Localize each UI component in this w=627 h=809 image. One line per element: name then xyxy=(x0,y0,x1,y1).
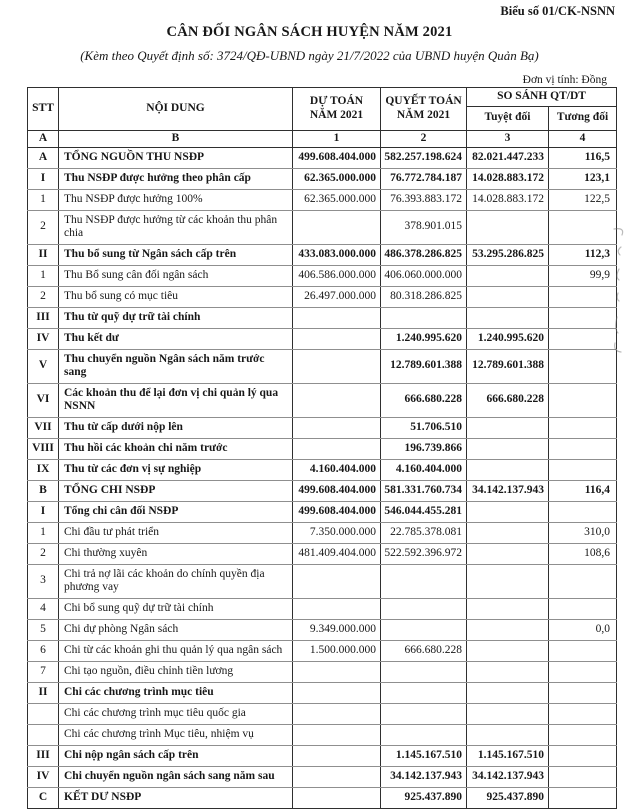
row-quyet-toan: 76.393.883.172 xyxy=(381,189,467,210)
row-label: Chi từ các khoản ghi thu quản lý qua ngân sách xyxy=(59,640,293,661)
row-label: Thu bổ sung có mục tiêu xyxy=(59,286,293,307)
col-header-tuong-doi: Tương đối xyxy=(549,106,617,130)
row-tuyet-doi xyxy=(467,307,549,328)
row-tuyet-doi xyxy=(467,286,549,307)
row-du-toan: 499.608.404.000 xyxy=(293,480,381,501)
row-stt: 4 xyxy=(28,598,59,619)
row-quyet-toan xyxy=(381,661,467,682)
row-label: TỔNG CHI NSĐP xyxy=(59,480,293,501)
row-stt: IV xyxy=(28,766,59,787)
row-stt: II xyxy=(28,244,59,265)
row-du-toan: 62.365.000.000 xyxy=(293,189,381,210)
row-label: Các khoản thu để lại đơn vị chi quản lý qua NSNN xyxy=(59,383,293,417)
row-tuong-doi xyxy=(549,724,617,745)
row-quyet-toan: 1.145.167.510 xyxy=(381,745,467,766)
table-row xyxy=(28,640,617,661)
row-tuyet-doi xyxy=(467,724,549,745)
col-header-noi-dung: NỘI DUNG xyxy=(59,88,293,131)
row-tuong-doi: 108,6 xyxy=(549,543,617,564)
row-tuong-doi: 123,1 xyxy=(549,168,617,189)
row-du-toan xyxy=(293,661,381,682)
column-key-3: 3 xyxy=(467,130,549,147)
row-label: Chi các chương trình mục tiêu xyxy=(59,682,293,703)
row-quyet-toan: 51.706.510 xyxy=(381,417,467,438)
row-tuyet-doi xyxy=(467,598,549,619)
row-tuyet-doi: 82.021.447.233 xyxy=(467,147,549,168)
row-quyet-toan: 666.680.228 xyxy=(381,383,467,417)
row-du-toan: 499.608.404.000 xyxy=(293,147,381,168)
table-row xyxy=(28,598,617,619)
row-quyet-toan: 581.331.760.734 xyxy=(381,480,467,501)
row-label: Thu NSĐP được hưởng từ các khoản thu phân chia xyxy=(59,210,293,244)
row-tuong-doi xyxy=(549,564,617,598)
row-quyet-toan: 22.785.378.081 xyxy=(381,522,467,543)
row-tuong-doi xyxy=(549,417,617,438)
row-stt: IX xyxy=(28,459,59,480)
row-du-toan: 433.083.000.000 xyxy=(293,244,381,265)
table-row xyxy=(28,682,617,703)
row-du-toan xyxy=(293,682,381,703)
row-du-toan xyxy=(293,745,381,766)
row-tuong-doi: 116,4 xyxy=(549,480,617,501)
row-tuong-doi xyxy=(549,640,617,661)
row-stt: I xyxy=(28,168,59,189)
col-header-du-toan: DỰ TOÁN NĂM 2021 xyxy=(293,88,381,131)
row-tuyet-doi xyxy=(467,522,549,543)
row-stt: B xyxy=(28,480,59,501)
col-header-tuyet-doi: Tuyệt đối xyxy=(467,106,549,130)
row-du-toan xyxy=(293,417,381,438)
col-header-quyet-toan: QUYẾT TOÁN NĂM 2021 xyxy=(381,88,467,131)
row-label: Chi các chương trình mục tiêu quốc gia xyxy=(59,703,293,724)
table-row xyxy=(28,189,617,210)
row-tuong-doi xyxy=(549,598,617,619)
row-quyet-toan: 1.240.995.620 xyxy=(381,328,467,349)
row-stt: 2 xyxy=(28,286,59,307)
row-tuyet-doi: 1.240.995.620 xyxy=(467,328,549,349)
row-label: Chi bổ sung quỹ dự trữ tài chính xyxy=(59,598,293,619)
table-row xyxy=(28,766,617,787)
row-du-toan xyxy=(293,349,381,383)
row-label: KẾT DƯ NSĐP xyxy=(59,787,293,808)
row-du-toan: 481.409.404.000 xyxy=(293,543,381,564)
row-tuyet-doi xyxy=(467,682,549,703)
table-row xyxy=(28,501,617,522)
row-stt: 2 xyxy=(28,210,59,244)
table-row xyxy=(28,661,617,682)
column-key-row xyxy=(28,130,617,147)
row-stt: 2 xyxy=(28,543,59,564)
table-row xyxy=(28,307,617,328)
table-row xyxy=(28,383,617,417)
row-tuong-doi: 116,5 xyxy=(549,147,617,168)
table-row xyxy=(28,703,617,724)
row-stt: III xyxy=(28,307,59,328)
row-du-toan: 62.365.000.000 xyxy=(293,168,381,189)
row-stt: III xyxy=(28,745,59,766)
row-du-toan xyxy=(293,598,381,619)
row-tuong-doi: 112,3 xyxy=(549,244,617,265)
row-tuyet-doi xyxy=(467,459,549,480)
row-quyet-toan: 522.592.396.972 xyxy=(381,543,467,564)
row-label: Thu NSĐP được hưởng theo phân cấp xyxy=(59,168,293,189)
row-quyet-toan: 12.789.601.388 xyxy=(381,349,467,383)
column-key-a: A xyxy=(28,130,59,147)
row-du-toan: 499.608.404.000 xyxy=(293,501,381,522)
row-stt: 1 xyxy=(28,522,59,543)
row-tuyet-doi xyxy=(467,417,549,438)
row-du-toan: 7.350.000.000 xyxy=(293,522,381,543)
row-quyet-toan: 546.044.455.281 xyxy=(381,501,467,522)
row-du-toan xyxy=(293,383,381,417)
row-label: Tổng chi cân đối NSĐP xyxy=(59,501,293,522)
row-label: Thu kết dư xyxy=(59,328,293,349)
row-label: Thu chuyển nguồn Ngân sách năm trước sang xyxy=(59,349,293,383)
form-number: Biểu số 01/CK-NSNN xyxy=(500,4,615,18)
row-quyet-toan xyxy=(381,307,467,328)
row-du-toan: 406.586.000.000 xyxy=(293,265,381,286)
row-tuyet-doi: 14.028.883.172 xyxy=(467,189,549,210)
table-row xyxy=(28,459,617,480)
row-du-toan xyxy=(293,438,381,459)
table-row xyxy=(28,244,617,265)
row-stt: 5 xyxy=(28,619,59,640)
table-row xyxy=(28,286,617,307)
row-tuong-doi xyxy=(549,286,617,307)
table-row xyxy=(28,522,617,543)
col-header-stt: STT xyxy=(28,88,59,131)
row-tuong-doi: 122,5 xyxy=(549,189,617,210)
row-quyet-toan xyxy=(381,619,467,640)
column-key-4: 4 xyxy=(549,130,617,147)
row-du-toan: 4.160.404.000 xyxy=(293,459,381,480)
row-label: Thu từ quỹ dự trữ tài chính xyxy=(59,307,293,328)
row-stt: VII xyxy=(28,417,59,438)
row-label: Thu Bổ sung cân đối ngân sách xyxy=(59,265,293,286)
row-du-toan xyxy=(293,787,381,808)
row-tuong-doi: 99,9 xyxy=(549,265,617,286)
budget-table xyxy=(27,87,617,809)
row-label: Chi dự phòng Ngân sách xyxy=(59,619,293,640)
table-row xyxy=(28,724,617,745)
row-quyet-toan xyxy=(381,564,467,598)
table-row xyxy=(28,745,617,766)
row-quyet-toan xyxy=(381,682,467,703)
unit-note: Đơn vị tính: Đồng xyxy=(522,74,607,86)
row-label: Chi chuyển nguồn ngân sách sang năm sau xyxy=(59,766,293,787)
row-stt: I xyxy=(28,501,59,522)
row-quyet-toan: 406.060.000.000 xyxy=(381,265,467,286)
row-tuong-doi: 310,0 xyxy=(549,522,617,543)
row-tuong-doi xyxy=(549,349,617,383)
row-label: Thu hồi các khoản chi năm trước xyxy=(59,438,293,459)
row-stt: VI xyxy=(28,383,59,417)
row-tuyet-doi: 53.295.286.825 xyxy=(467,244,549,265)
table-head xyxy=(28,88,617,148)
row-tuong-doi xyxy=(549,438,617,459)
row-quyet-toan: 80.318.286.825 xyxy=(381,286,467,307)
row-du-toan: 1.500.000.000 xyxy=(293,640,381,661)
table-row xyxy=(28,210,617,244)
table-row xyxy=(28,543,617,564)
row-stt: VIII xyxy=(28,438,59,459)
row-tuyet-doi xyxy=(467,543,549,564)
row-label: Thu NSĐP được hưởng 100% xyxy=(59,189,293,210)
row-tuyet-doi xyxy=(467,640,549,661)
row-stt: IV xyxy=(28,328,59,349)
row-quyet-toan: 666.680.228 xyxy=(381,640,467,661)
row-label: Thu từ cấp dưới nộp lên xyxy=(59,417,293,438)
page-title: CÂN ĐỐI NGÂN SÁCH HUYỆN NĂM 2021 xyxy=(166,24,453,40)
table-row xyxy=(28,349,617,383)
row-tuyet-doi xyxy=(467,501,549,522)
row-tuyet-doi xyxy=(467,265,549,286)
row-stt: 1 xyxy=(28,189,59,210)
row-quyet-toan xyxy=(381,703,467,724)
column-key-2: 2 xyxy=(381,130,467,147)
row-stt xyxy=(28,724,59,745)
table-row xyxy=(28,619,617,640)
row-du-toan xyxy=(293,703,381,724)
row-tuyet-doi: 1.145.167.510 xyxy=(467,745,549,766)
row-tuong-doi xyxy=(549,766,617,787)
row-label: Chi đầu tư phát triển xyxy=(59,522,293,543)
row-quyet-toan: 34.142.137.943 xyxy=(381,766,467,787)
row-tuong-doi xyxy=(549,703,617,724)
row-tuong-doi xyxy=(549,745,617,766)
row-tuyet-doi xyxy=(467,703,549,724)
row-stt: 7 xyxy=(28,661,59,682)
table-row xyxy=(28,168,617,189)
row-label: Chi các chương trình Mục tiêu, nhiệm vụ xyxy=(59,724,293,745)
row-quyet-toan xyxy=(381,598,467,619)
row-tuyet-doi: 666.680.228 xyxy=(467,383,549,417)
column-key-b: B xyxy=(59,130,293,147)
row-tuong-doi xyxy=(549,383,617,417)
row-tuyet-doi: 34.142.137.943 xyxy=(467,766,549,787)
row-quyet-toan: 582.257.198.624 xyxy=(381,147,467,168)
row-stt: C xyxy=(28,787,59,808)
table-row xyxy=(28,265,617,286)
row-quyet-toan: 378.901.015 xyxy=(381,210,467,244)
row-label: Chi trả nợ lãi các khoản do chính quyền địa phương vay xyxy=(59,564,293,598)
table-row xyxy=(28,417,617,438)
table-row xyxy=(28,787,617,808)
row-tuong-doi xyxy=(549,210,617,244)
row-tuyet-doi xyxy=(467,438,549,459)
row-stt: A xyxy=(28,147,59,168)
row-du-toan xyxy=(293,307,381,328)
row-label: Chi thường xuyên xyxy=(59,543,293,564)
row-du-toan xyxy=(293,766,381,787)
row-du-toan xyxy=(293,564,381,598)
column-key-1: 1 xyxy=(293,130,381,147)
row-stt: 6 xyxy=(28,640,59,661)
row-tuyet-doi: 34.142.137.943 xyxy=(467,480,549,501)
row-tuyet-doi: 12.789.601.388 xyxy=(467,349,549,383)
row-stt: V xyxy=(28,349,59,383)
table-row xyxy=(28,564,617,598)
row-tuong-doi xyxy=(549,328,617,349)
row-du-toan: 9.349.000.000 xyxy=(293,619,381,640)
page-subtitle: (Kèm theo Quyết định số: 3724/QĐ-UBND ngày 21/7/2022 của UBND huyện Quản Bạ) xyxy=(80,48,539,63)
row-tuong-doi xyxy=(549,501,617,522)
row-quyet-toan: 486.378.286.825 xyxy=(381,244,467,265)
row-tuong-doi xyxy=(549,459,617,480)
row-du-toan xyxy=(293,724,381,745)
row-tuyet-doi: 14.028.883.172 xyxy=(467,168,549,189)
row-tuyet-doi xyxy=(467,619,549,640)
row-tuong-doi xyxy=(549,787,617,808)
table-body xyxy=(28,147,617,808)
row-label: Chi tạo nguồn, điều chỉnh tiền lương xyxy=(59,661,293,682)
row-quyet-toan: 76.772.784.187 xyxy=(381,168,467,189)
row-du-toan: 26.497.000.000 xyxy=(293,286,381,307)
row-label: Chi nộp ngân sách cấp trên xyxy=(59,745,293,766)
table-row xyxy=(28,147,617,168)
row-quyet-toan: 925.437.890 xyxy=(381,787,467,808)
row-quyet-toan: 196.739.866 xyxy=(381,438,467,459)
row-stt: 1 xyxy=(28,265,59,286)
row-label: TỔNG NGUỒN THU NSĐP xyxy=(59,147,293,168)
row-tuyet-doi xyxy=(467,564,549,598)
row-stt: 3 xyxy=(28,564,59,598)
row-tuong-doi: 0,0 xyxy=(549,619,617,640)
table-row xyxy=(28,480,617,501)
col-header-so-sanh: SO SÁNH QT/DT xyxy=(467,88,617,107)
row-stt xyxy=(28,703,59,724)
row-tuyet-doi xyxy=(467,661,549,682)
row-stt: II xyxy=(28,682,59,703)
row-tuong-doi xyxy=(549,307,617,328)
row-label: Thu từ các đơn vị sự nghiệp xyxy=(59,459,293,480)
row-tuong-doi xyxy=(549,682,617,703)
row-tuong-doi xyxy=(549,661,617,682)
table-row xyxy=(28,328,617,349)
table-row xyxy=(28,438,617,459)
row-quyet-toan xyxy=(381,724,467,745)
row-label: Thu bổ sung từ Ngân sách cấp trên xyxy=(59,244,293,265)
row-quyet-toan: 4.160.404.000 xyxy=(381,459,467,480)
row-du-toan xyxy=(293,210,381,244)
row-tuyet-doi xyxy=(467,210,549,244)
row-du-toan xyxy=(293,328,381,349)
row-tuyet-doi: 925.437.890 xyxy=(467,787,549,808)
